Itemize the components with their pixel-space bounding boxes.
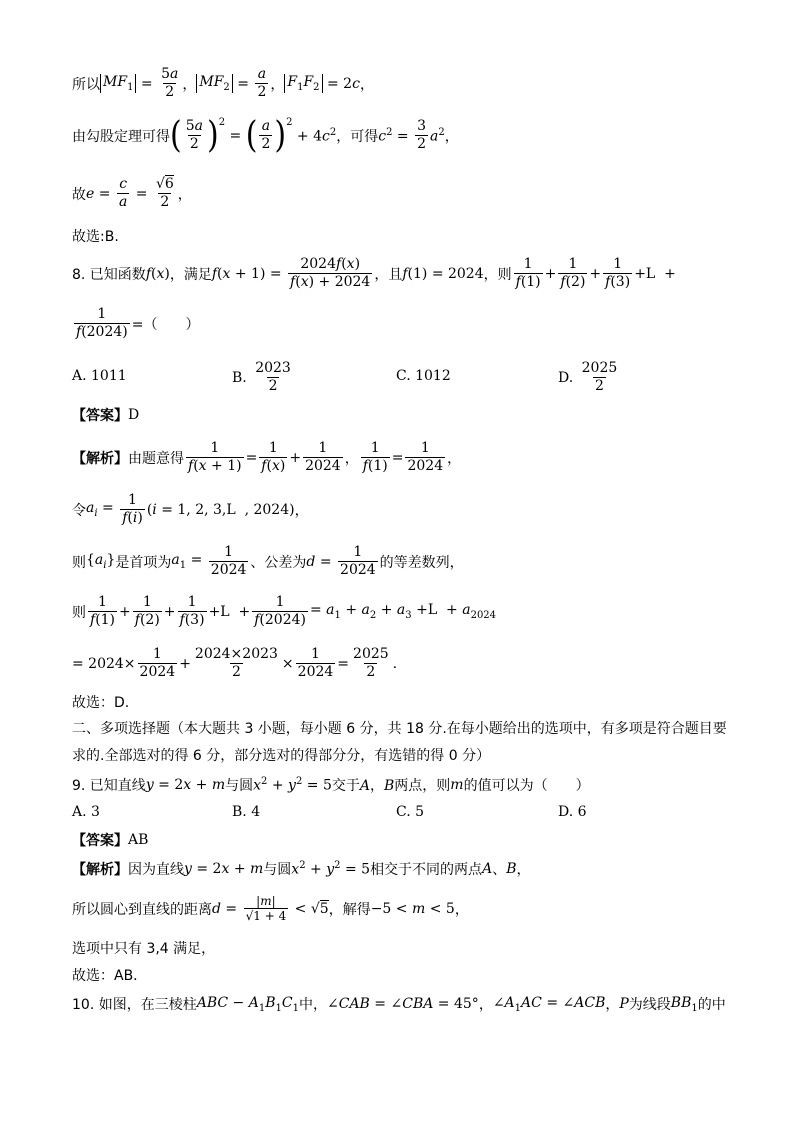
explanation-8-line2 (72, 492, 309, 527)
text: 二、多项选择题（本大题共 3 小题，每小题 6 分，共 18 分.在每小题给出的选项中，有多项是符合题目要 (72, 721, 727, 737)
math: + (163, 603, 176, 620)
math: 2 (218, 117, 226, 128)
math: −5 < m < 5 (370, 900, 455, 917)
answer-9 (72, 830, 148, 850)
explanation-8-line4 (72, 594, 496, 629)
text: ， (270, 76, 285, 93)
math: f(x) (145, 265, 170, 282)
fraction: $\frac{1}{f(2)}$ (560, 256, 586, 290)
text: 相交于不同的两点 (370, 862, 483, 878)
text: 9. 已知直线 (72, 778, 146, 794)
fraction: $\frac{2024\times 2023}{2}$ (194, 646, 278, 680)
explanation-label: 【解析】 (72, 450, 128, 467)
fraction: $\frac{1}{2024}$ (305, 440, 341, 474)
math: . (392, 655, 398, 672)
option-a (72, 368, 127, 384)
math: $\angle A_1AC$ = ∠ACB (492, 994, 606, 1014)
fraction: $\frac{5a}{2}$ (185, 118, 203, 152)
fraction: $\frac{1}{f(2024)}$ (254, 594, 306, 628)
explanation-9-line1 (72, 859, 530, 879)
question-8-stem (72, 256, 676, 291)
math: ( (245, 113, 258, 156)
math: $MF_1$ (100, 74, 136, 93)
question-8-stem-cont (72, 306, 199, 341)
math: $x^2 + y^2 = 5$ (253, 776, 332, 794)
text: B. (232, 369, 247, 386)
text: 所以圆心到直线的距离 (72, 901, 212, 918)
text: C. 5 (396, 804, 425, 820)
option-d (558, 360, 621, 395)
text: ， (177, 186, 192, 203)
fraction: $\frac{a}{2}$ (261, 118, 271, 152)
math: +L + (208, 603, 251, 620)
fraction: $\frac{√6}{2}$ (155, 176, 174, 210)
math: ∠CAB = ∠CBA = 45° (327, 996, 479, 1012)
explanation-label: 【解析】 (72, 862, 128, 878)
line-answer-b (72, 226, 119, 246)
text: 的中 (697, 997, 726, 1013)
text: ， (516, 862, 531, 878)
fraction: $\frac{1}{f(1)}$ (515, 256, 541, 290)
text: 的值可以为（ ） (463, 778, 590, 794)
math: ( (170, 113, 182, 156)
text: 故 (72, 186, 86, 203)
text: ， (478, 997, 493, 1013)
math: = (232, 75, 254, 92)
section-2-heading-line1 (72, 718, 727, 738)
q9-option-b (232, 804, 260, 820)
text: 为线段 (628, 997, 671, 1013)
math: × (281, 655, 294, 672)
math: A (482, 861, 493, 877)
math: + (544, 265, 557, 282)
text: ，满足 (169, 266, 212, 283)
text: 由题意得 (128, 450, 184, 467)
math: = 2c (322, 75, 360, 92)
explanation-9-line2 (72, 894, 469, 923)
fraction: $\frac{1}{f(i)}$ (122, 492, 143, 526)
text: ，解得 (328, 901, 371, 918)
math: ) (207, 113, 219, 156)
math: $a^2$ (430, 126, 445, 145)
math: e = (86, 185, 115, 202)
fraction: $\frac{1}{f(3)}$ (179, 594, 205, 628)
line-eccentricity (72, 176, 192, 211)
text: 交于 (331, 778, 360, 794)
text: 的等差数列， (379, 554, 464, 571)
fraction: $\frac{3}{2}$ (417, 118, 427, 152)
fraction: $\frac{2024f(x)}{f(x) + 2024}$ (290, 256, 371, 290)
math: $a_1$ = (171, 552, 207, 571)
fraction: $\frac{1}{f(2)}$ (134, 594, 160, 628)
text: 两点，则 (394, 778, 451, 794)
text: 故选:B. (72, 229, 119, 245)
text: ， (447, 450, 462, 467)
text: 求的.全部选对的得 6 分，部分选对的得部分分，有选错的得 0 分） (72, 748, 491, 764)
fraction: $\frac{1}{f(x + 1)}$ (188, 440, 242, 474)
explanation-8-conclusion (72, 692, 129, 712)
text: 则 (72, 554, 86, 571)
text: 、公差为 (250, 554, 307, 571)
text: 、 (492, 862, 507, 878)
math: $c^2$ = (378, 126, 414, 145)
fraction: $\frac{2025}{2}$ (581, 360, 618, 394)
math: B (506, 861, 517, 877)
text: ， (444, 128, 459, 145)
math: 2 (286, 117, 293, 128)
math: y = 2x + m (145, 777, 226, 793)
math: ABC − $A_1B_1C_1$ (196, 994, 299, 1014)
answer-8 (72, 405, 139, 425)
fraction: $\frac{1}{2024}$ (340, 544, 376, 578)
math: m (450, 777, 464, 793)
text: ， (605, 997, 620, 1013)
math: $x^2 + y^2 = 5$ (291, 860, 371, 878)
option-b (232, 360, 295, 395)
text: ，则 (483, 266, 512, 283)
fraction: $\frac{a}{2}$ (257, 66, 267, 100)
text: ， (454, 901, 469, 918)
fraction: $\frac{1}{2024}$ (297, 646, 334, 680)
text: B. 4 (232, 804, 261, 820)
text: C. 1012 (396, 368, 451, 384)
math: = (136, 75, 158, 92)
fraction: $\frac{1}{2024}$ (210, 544, 247, 578)
math: = (225, 127, 246, 144)
text: A. 3 (72, 804, 100, 820)
text: 8. 已知函数 (72, 266, 146, 283)
explanation-8-line3 (72, 544, 464, 579)
line-pythagoras (72, 113, 459, 156)
explanation-8-line1 (72, 440, 461, 475)
text: 因为直线 (128, 862, 184, 878)
q9-option-d (558, 804, 587, 820)
text: 所以 (72, 76, 100, 93)
explanation-9-line3 (72, 938, 215, 958)
math: $a_i$ = (86, 500, 119, 519)
math: = (337, 655, 350, 672)
math: f(x + 1) = (211, 265, 287, 282)
fraction: $\frac{2025}{2}$ (353, 646, 389, 680)
math: $F_1F_2$ (284, 74, 322, 93)
math: +L + (634, 265, 676, 282)
fraction: $\frac{1}{f(1)}$ (362, 440, 388, 474)
fraction: $\frac{1}{2024}$ (139, 646, 176, 680)
text: =（ ） (131, 316, 200, 333)
text: D. 6 (558, 804, 587, 820)
math: y = 2x + m (184, 861, 264, 877)
text: 故选：D. (72, 695, 130, 711)
text: ，且 (374, 266, 403, 283)
text: ， (359, 76, 374, 93)
text: 中， (299, 997, 327, 1013)
math: ) (274, 113, 287, 156)
text: 由勾股定理可得 (72, 128, 170, 145)
explanation-8-line5 (72, 646, 397, 681)
math: d = (306, 553, 337, 570)
explanation-9-conclusion (72, 965, 147, 985)
math: < √5 (290, 900, 329, 917)
text: ，可得 (336, 128, 379, 145)
math: $\{a_i\}$ (86, 552, 116, 571)
question-10-stem (72, 994, 726, 1014)
fraction: $\frac{5a}{2}$ (161, 66, 179, 100)
q9-option-c (396, 804, 424, 820)
fraction: $\frac{1}{2024}$ (407, 440, 444, 474)
text: D. (558, 369, 574, 386)
math: + (589, 265, 602, 282)
text: 与圆 (225, 778, 254, 794)
math: $BB_1$ (670, 994, 698, 1014)
fraction: $\frac{1}{f(x)}$ (261, 440, 286, 474)
math: = 2024× (72, 655, 136, 672)
math: = (391, 449, 404, 466)
option-c (396, 368, 451, 384)
text: ， (294, 502, 309, 519)
math: = (245, 449, 258, 466)
math: + $4c^2$ (292, 126, 337, 145)
text: 是首项为 (115, 554, 172, 571)
fraction: $\frac{c}{a}$ (118, 176, 128, 210)
line-mf-lengths (72, 66, 374, 101)
question-9-stem (72, 775, 590, 795)
math: P (619, 996, 629, 1012)
math: = $a_1 + a_2 + a_3 +L + a_{2024}$ (309, 602, 497, 621)
fraction: $\frac{|m|}{√1 + 4}$ (245, 894, 287, 923)
math: + (179, 655, 191, 672)
fraction: $\frac{1}{f(1)}$ (90, 594, 116, 628)
section-2-heading-line2 (72, 745, 490, 765)
math: (i = 1, 2, 3,L , 2024) (146, 501, 295, 518)
text: ， (182, 76, 197, 93)
text: 10. 如图，在三棱柱 (72, 997, 197, 1013)
fraction: $\frac{1}{f(2024)}$ (76, 306, 128, 340)
fraction: $\frac{1}{f(3)}$ (605, 256, 631, 290)
answer-value: D (128, 407, 140, 423)
math: $MF_2$ (196, 74, 232, 93)
text: 则 (72, 604, 86, 621)
answer-label: 【答案】 (72, 833, 128, 849)
fraction: $\frac{2023}{2}$ (255, 360, 291, 394)
answer-label: 【答案】 (72, 408, 128, 424)
text: 选项中只有 3,4 满足， (72, 941, 216, 957)
text: ， (344, 450, 359, 467)
math: + (119, 603, 131, 620)
math: + (289, 449, 302, 466)
answer-value: AB (128, 832, 149, 848)
math: f(1) = 2024 (402, 265, 484, 282)
math: = (131, 185, 152, 202)
math: A，B (359, 778, 395, 794)
text: 令 (72, 502, 86, 519)
text: 故选：AB． (72, 968, 148, 984)
q9-option-a (72, 804, 100, 820)
text: 与圆 (263, 862, 292, 878)
text: A. 1011 (72, 368, 127, 384)
math: d = (212, 900, 242, 917)
